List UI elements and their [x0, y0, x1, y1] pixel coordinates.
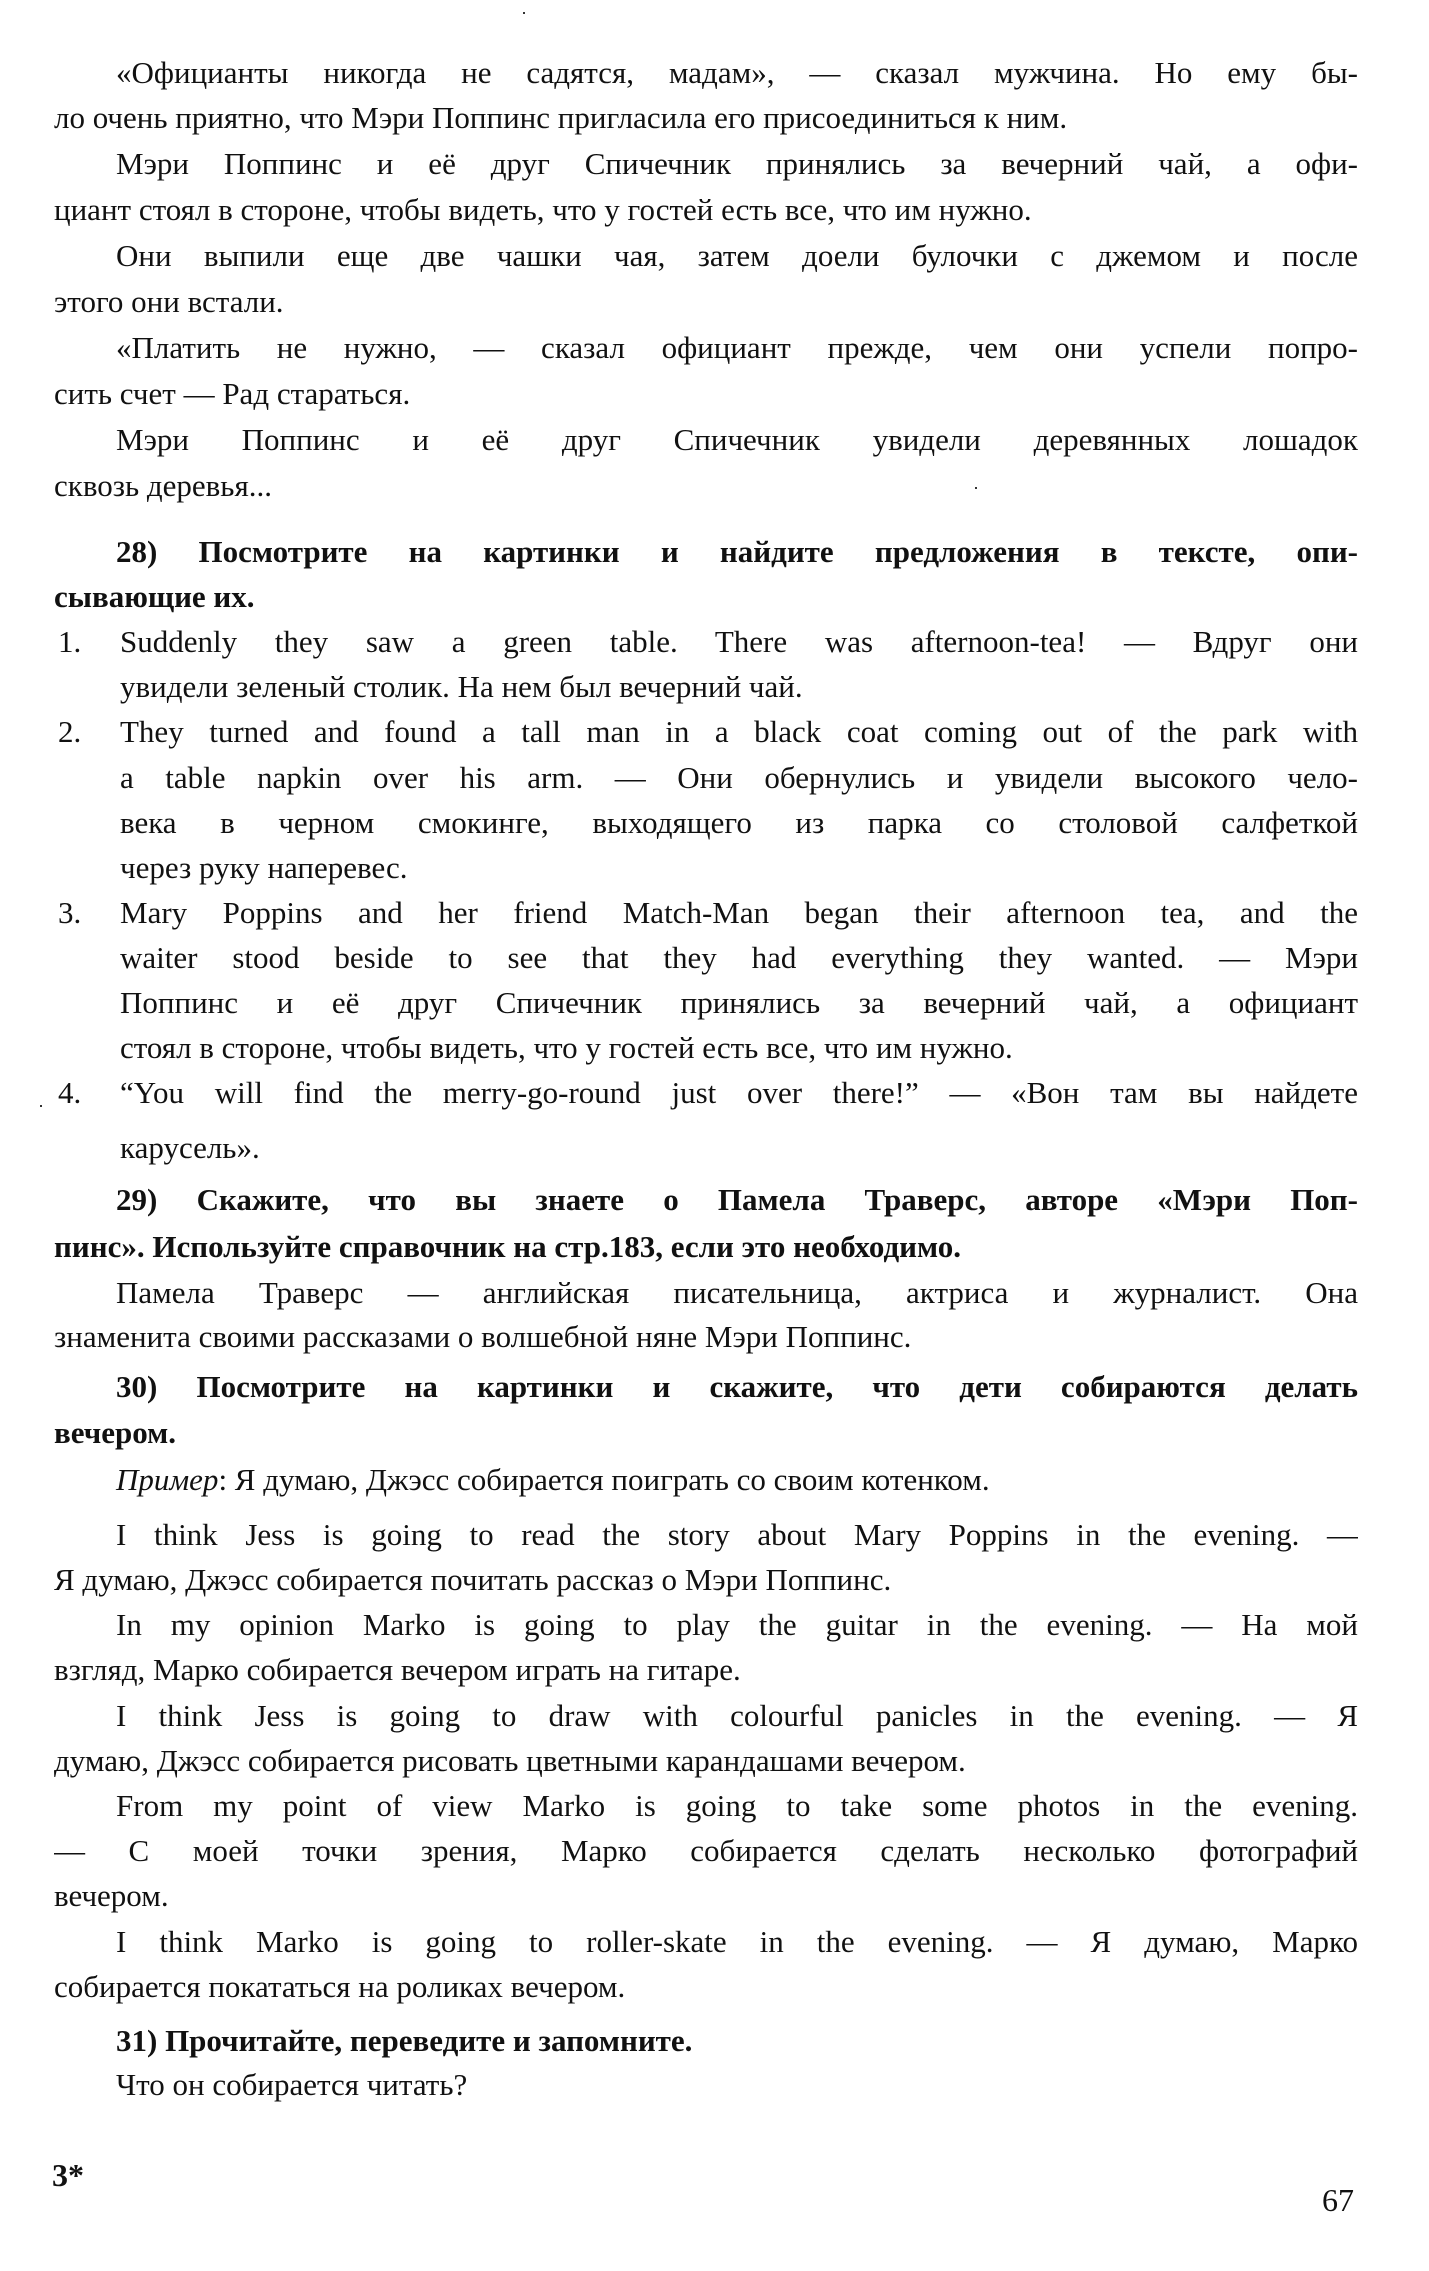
- list-item-line: века в черном смокинге, выходящего из парка со столовой салфеткой: [120, 805, 1358, 840]
- answer-line: вечером.: [54, 1878, 169, 1913]
- exercise-heading: 29) Скажите, что вы знаете о Памела Траверс, авторе «Мэри Поп-: [116, 1182, 1358, 1217]
- scan-speck: [40, 1105, 42, 1107]
- story-line: сквозь деревья...: [54, 468, 272, 503]
- answer-line: взгляд, Марко собирается вечером играть на гитаре.: [54, 1652, 741, 1687]
- story-line: циант стоял в стороне, чтобы видеть, что у гостей есть все, что им нужно.: [54, 192, 1032, 227]
- list-item-line: через руку наперевес.: [120, 850, 408, 885]
- list-item-line: They turned and found a tall man in a black coat coming out of the park with: [120, 714, 1358, 749]
- answer-line: I think Jess is going to read the story about Mary Poppins in the evening. —: [116, 1517, 1358, 1552]
- list-item-line: стоял в стороне, чтобы видеть, что у гостей есть все, что им нужно.: [120, 1030, 1013, 1065]
- example-text: : Я думаю, Джэсс собирается поиграть со своим котенком.: [218, 1462, 990, 1497]
- page-number: 67: [1322, 2182, 1354, 2218]
- exercise-heading: 28) Посмотрите на картинки и найдите предложения в тексте, опи-: [116, 534, 1358, 569]
- answer-line: — С моей точки зрения, Марко собирается сделать несколько фотографий: [54, 1833, 1358, 1868]
- list-item-line: карусель».: [120, 1130, 260, 1165]
- scan-speck: [975, 487, 977, 489]
- answer-line: Памела Траверс — английская писательница, актриса и журналист. Она: [116, 1275, 1358, 1310]
- story-line: Мэри Поппинс и её друг Спичечник увидели деревянных лошадок: [116, 422, 1358, 457]
- signature-mark: 3*: [52, 2157, 84, 2193]
- scan-speck: [523, 12, 525, 14]
- list-item-line: Поппинс и её друг Спичечник принялись за вечерний чай, а официант: [120, 985, 1358, 1020]
- answer-line: собирается покататься на роликах вечером.: [54, 1969, 626, 2004]
- answer-line: знаменита своими рассказами о волшебной няне Мэри Поппинс.: [54, 1319, 912, 1354]
- exercise-text: Что он собирается читать?: [116, 2067, 468, 2102]
- list-number: 2.: [58, 714, 82, 749]
- exercise-heading: пинс». Используйте справочник на стр.183, если это необходимо.: [54, 1229, 961, 1264]
- example-label: Пример: [116, 1462, 219, 1497]
- exercise-heading: 31) Прочитайте, переведите и запомните.: [116, 2023, 693, 2058]
- story-line: «Официанты никогда не садятся, мадам», — сказал мужчина. Но ему бы-: [116, 55, 1358, 90]
- story-line: ло очень приятно, что Мэри Поппинс пригласила его присоединиться к ним.: [54, 100, 1068, 135]
- story-line: этого они встали.: [54, 284, 284, 319]
- story-line: Мэри Поппинс и её друг Спичечник принялись за вечерний чай, а офи-: [116, 146, 1358, 181]
- answer-line: I think Marko is going to roller-skate in the evening. — Я думаю, Марко: [116, 1924, 1358, 1959]
- list-number: 3.: [58, 895, 82, 930]
- list-item-line: Mary Poppins and her friend Match-Man began their afternoon tea, and the: [120, 895, 1358, 930]
- list-item-line: увидели зеленый столик. На нем был вечерний чай.: [120, 669, 803, 704]
- answer-line: From my point of view Marko is going to take some photos in the evening.: [116, 1788, 1358, 1823]
- list-number: 4.: [58, 1075, 82, 1110]
- list-item-line: “You will find the merry-go-round just over there!” — «Вон там вы найдете: [120, 1075, 1358, 1110]
- answer-line: Я думаю, Джэсс собирается почитать рассказ о Мэри Поппинс.: [54, 1562, 892, 1597]
- story-line: Они выпили еще две чашки чая, затем доели булочки с джемом и после: [116, 238, 1358, 273]
- example-line: [116, 1460, 990, 1500]
- answer-line: думаю, Джэсс собирается рисовать цветными карандашами вечером.: [54, 1743, 966, 1778]
- story-line: сить счет — Рад стараться.: [54, 376, 411, 411]
- list-item-line: waiter stood beside to see that they had everything they wanted. — Мэри: [120, 940, 1358, 975]
- list-number: 1.: [58, 624, 82, 659]
- answer-line: In my opinion Marko is going to play the guitar in the evening. — На мой: [116, 1607, 1358, 1642]
- exercise-heading: сывающие их.: [54, 579, 255, 614]
- exercise-heading: вечером.: [54, 1415, 176, 1450]
- list-item-line: Suddenly they saw a green table. There was afternoon-tea! — Вдруг они: [120, 624, 1358, 659]
- exercise-heading: 30) Посмотрите на картинки и скажите, что дети собираются делать: [116, 1369, 1358, 1404]
- story-line: «Платить не нужно, — сказал официант прежде, чем они успели попро-: [116, 330, 1358, 365]
- answer-line: I think Jess is going to draw with colourful panicles in the evening. — Я: [116, 1698, 1358, 1733]
- list-item-line: a table napkin over his arm. — Они обернулись и увидели высокого чело-: [120, 760, 1358, 795]
